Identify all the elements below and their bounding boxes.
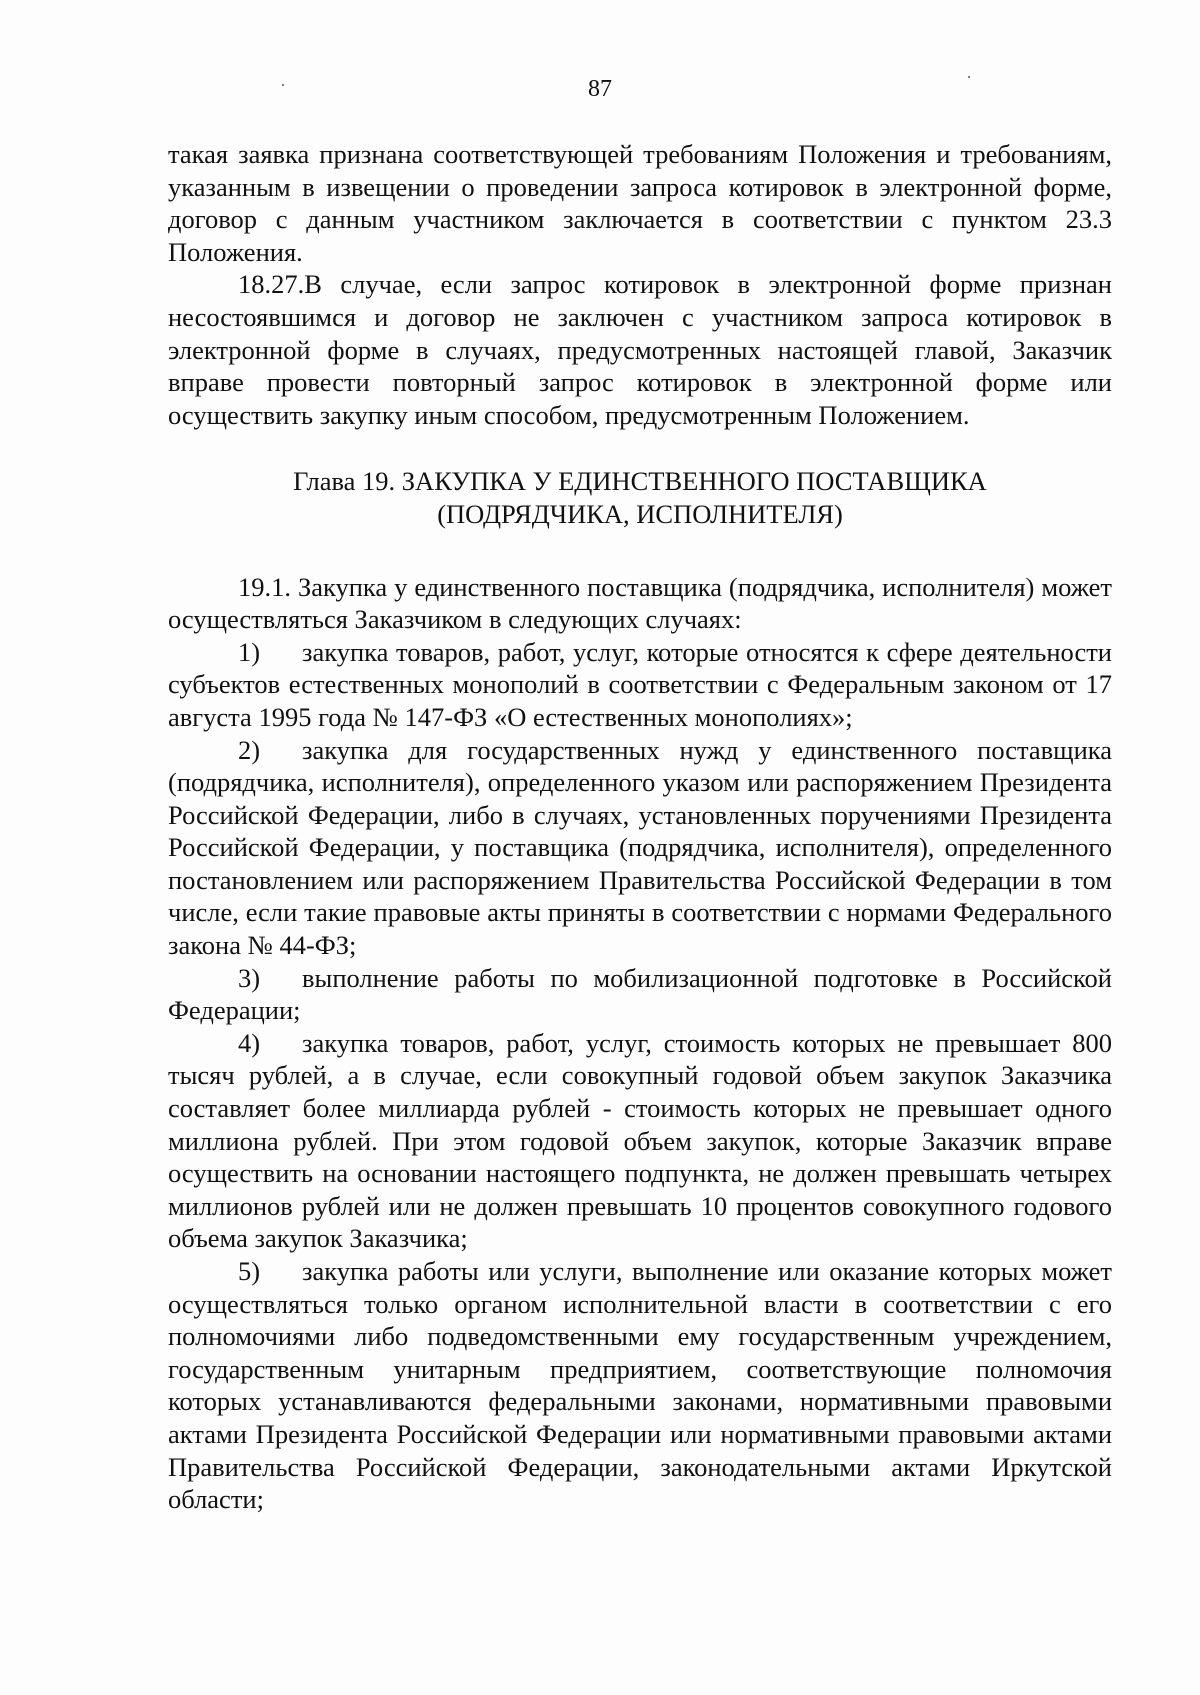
list-item-number: 5) (238, 1256, 261, 1286)
list-item-number: 2) (238, 734, 261, 765)
list-item-5 (168, 1255, 1112, 1516)
list-item-4 (168, 1027, 1112, 1255)
chapter-title-line-2: (ПОДРЯДЧИКА, ИСПОЛНИТЕЛЯ) (437, 498, 843, 529)
list-item-2 (168, 734, 1112, 962)
document-body (168, 138, 1112, 1516)
list-item-text: закупка товаров, работ, услуг, которые относятся к сфере деятельности субъектов естественных монополий в соответствии с Федеральным законом от 17 августа 1995 года № 147-ФЗ «О естественных монополиях»; (168, 636, 1112, 732)
list-item-text: выполнение работы по мобилизационной подготовке в Российской Федерации; (168, 962, 1112, 1026)
list-item-text: закупка товаров, работ, услуг, стоимость которых не превышает 800 тысяч рублей, а в случае, если совокупный годовой объем закупок Заказчика составляет более миллиарда рублей - стоимость которых не превышает одного миллиона рублей. При этом годовой объем закупок, которые Заказчик вправе осуществить на основании настоящего подпункта, не должен превышать четырех миллионов рублей или не должен превышать 10 процентов совокупного годового объема закупок Заказчика; (168, 1027, 1112, 1254)
list-item-3 (168, 962, 1112, 1027)
list-item-number: 4) (238, 1027, 261, 1058)
paragraph-continuation: такая заявка признана соответствующей требованиям Положения и требованиям, указанным в извещении о проведении запроса котировок в электронной форме, договор с данным участником заключается в соответствии с пунктом 23.3 Положения. (168, 139, 1112, 267)
paragraph-18-27: 18.27.В случае, если запрос котировок в электронной форме признан несостоявшимся и договор не заключен с участником запроса котировок в электронной форме в случаях, предусмотренных настоящей главой, Заказчик вправе провести повторный запрос котировок в электронной форме или осуществить закупку иным способом, предусмотренным Положением. (168, 269, 1112, 430)
list-item-text: закупка работы или услуги, выполнение или оказание которых может осуществляться только органом исполнительной власти в соответствии с его полномочиями либо подведомственными ему государственным учреждением, государственным унитарным предприятием, соответствующие полномочия которых устанавливаются федеральными законами, нормативными правовыми актами Президента Российской Федерации или нормативными правовыми актами Правительства Российской Федерации, законодательными актами Иркутской области; (168, 1256, 1112, 1515)
list-item-number: 3) (238, 962, 261, 993)
page-number: 87 (588, 76, 612, 102)
list-item-1 (168, 636, 1112, 734)
list-item-text: закупка для государственных нужд у единственного поставщика (подрядчика, исполнителя), определенного указом или распоряжением Президента Российской Федерации, либо в случаях, установленных поручениями Президента Российской Федерации, у поставщика (подрядчика, исполнителя), определенного постановлением или распоряжением Правительства Российской Федерации в том числе, если такие правовые акты приняты в соответствии с нормами Федерального закона № 44-ФЗ; (168, 734, 1112, 961)
chapter-heading (168, 465, 1112, 530)
chapter-title-line-1: Глава 19. ЗАКУПКА У ЕДИНСТВЕННОГО ПОСТАВЩИКА (293, 466, 987, 497)
list-item-number: 1) (238, 636, 261, 667)
section-19-1-intro: 19.1. Закупка у единственного поставщика (подрядчика, исполнителя) может осуществляться Заказчиком в следующих случаях: (168, 571, 1112, 635)
